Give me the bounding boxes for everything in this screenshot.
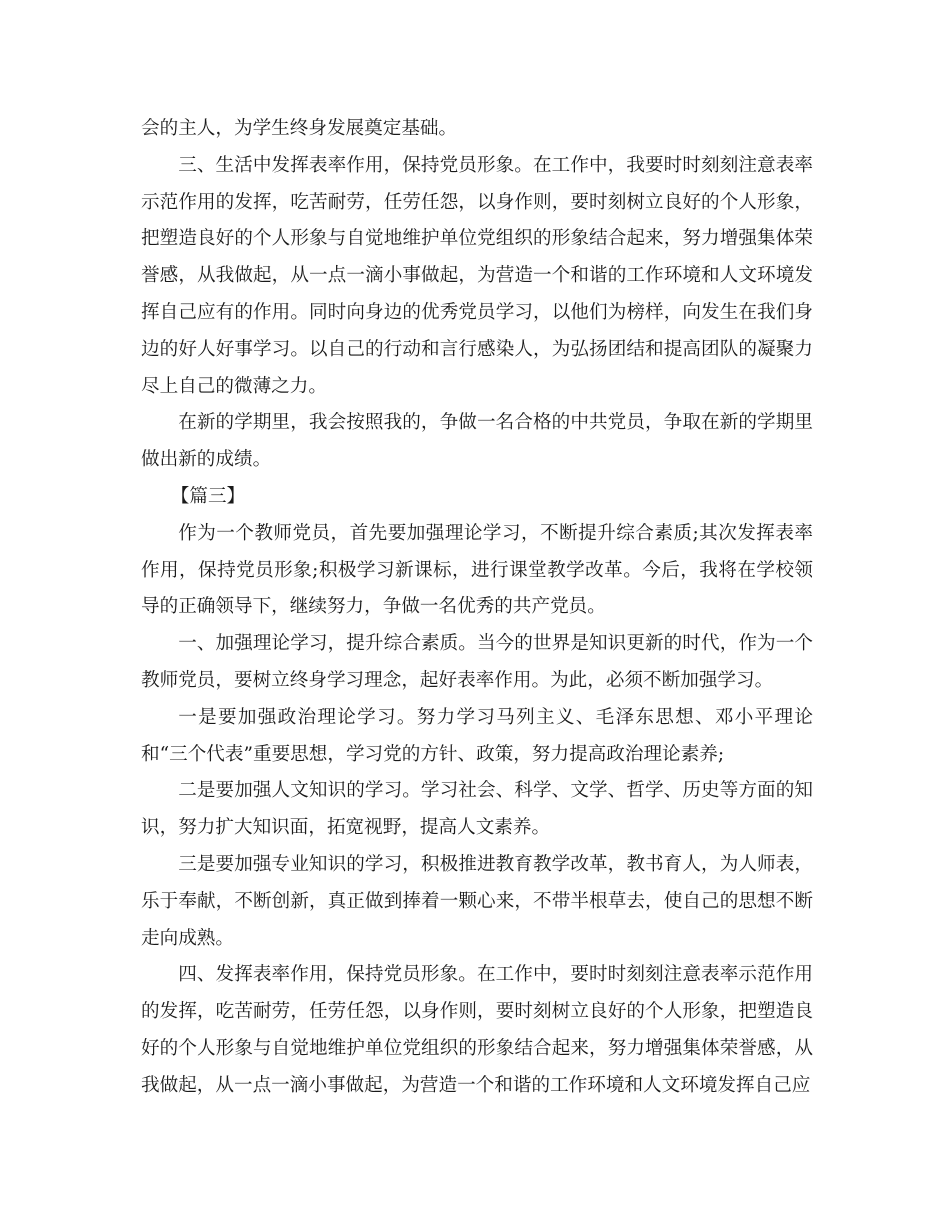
paragraph-section-four-role-model: 四、发挥表率作用，保持党员形象。在工作中，要时时刻刻注意表率示范作用的发挥，吃苦耐劳，任劳任怨，以身作则，要时刻树立良好的个人形象，把塑造良好的个人形象与自觉地维护单位党组织的形象结合起来，努力增强集体荣誉感，从我做起，从一点一滴小事做起，为营造一个和谐的工作环境和人文环境发挥自己应 <box>141 964 813 1096</box>
paragraph-new-semester: 在新的学期里，我会按照我的，争做一名合格的中共党员，争取在新的学期里做出新的成绩。 <box>141 412 813 471</box>
paragraph-section-three-role-model: 三、生活中发挥表率作用，保持党员形象。在工作中，我要时时刻刻注意表率示范作用的发挥，吃苦耐劳，任劳任怨，以身作则，要时刻树立良好的个人形象，把塑造良好的个人形象与自觉地维护单位党组织的形象结合起来，努力增强集体荣誉感，从我做起，从一点一滴小事做起，为营造一个和谐的工作环境和人文环境发挥自己应有的作用。同时向身边的优秀党员学习，以他们为榜样，向发生在我们身边的好人好事学习。以自己的行动和言行感染人，为弘扬团结和提高团队的凝聚力尽上自己的微薄之力。 <box>141 154 813 397</box>
paragraph-political-theory: 一是要加强政治理论学习。努力学习马列主义、毛泽东思想、邓小平理论和“三个代表”重要思想，学习党的方针、政策，努力提高政治理论素养; <box>141 706 813 765</box>
paragraph-professional-knowledge: 三是要加强专业知识的学习，积极推进教育教学改革，教书育人，为人师表，乐于奉献，不断创新，真正做到捧着一颗心来，不带半根草去，使自己的思想不断走向成熟。 <box>141 853 813 949</box>
paragraph-humanities: 二是要加强人文知识的学习。学习社会、科学、文学、哲学、历史等方面的知识，努力扩大知识面，拓宽视野，提高人文素养。 <box>141 780 813 839</box>
document-body <box>141 111 813 1105</box>
paragraph-theory-study: 一、加强理论学习，提升综合素质。当今的世界是知识更新的时代，作为一个教师党员，要树立终身学习理念，起好表率作用。为此，必须不断加强学习。 <box>141 633 813 691</box>
paragraph-continuation: 会的主人，为学生终身发展奠定基础。 <box>141 118 458 139</box>
section-heading-part-three: 【篇三】 <box>170 485 246 507</box>
paragraph-intro-teacher-member: 作为一个教师党员，首先要加强理论学习，不断提升综合素质;其次发挥表率作用，保持党员形象;积极学习新课标，进行课堂教学改革。今后，我将在学校领导的正确领导下，继续努力，争做一名优秀的共产党员。 <box>141 522 813 618</box>
